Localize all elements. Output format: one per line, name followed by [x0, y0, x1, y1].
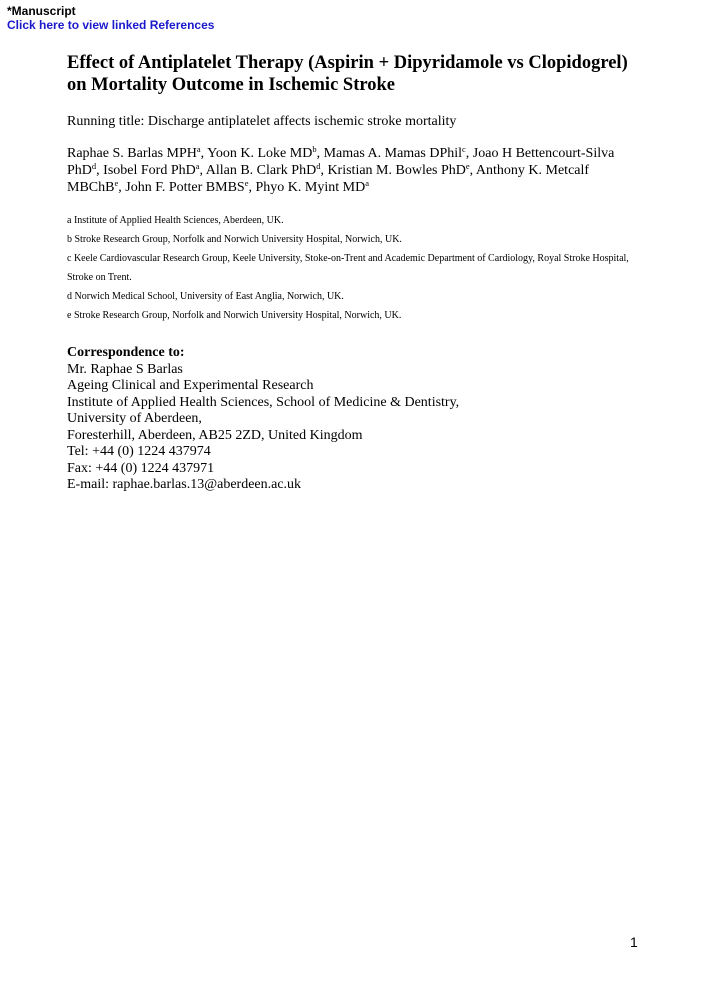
- author-affiliation-mark: b: [312, 144, 317, 154]
- manuscript-header: [7, 4, 214, 32]
- author-list: [67, 146, 647, 196]
- author: [205, 160, 328, 178]
- author-affiliation-mark: e: [465, 160, 470, 171]
- page-number: 1: [630, 934, 638, 950]
- author-name: Phyo K. Myint MD: [255, 179, 366, 195]
- author-affiliation-mark: a: [365, 177, 369, 188]
- affiliation-a: a Institute of Applied Health Sciences, Aberdeen, UK.: [67, 215, 284, 227]
- author-affiliation-mark: c: [462, 144, 466, 154]
- author-affiliation-mark: e: [114, 177, 119, 188]
- author-separator: ,: [469, 162, 476, 178]
- author-separator: ,: [320, 162, 328, 178]
- author-affiliation-mark: d: [91, 160, 97, 171]
- author-name: Allan B. Clark PhD: [205, 162, 317, 178]
- author: [67, 146, 207, 161]
- author: [103, 160, 206, 178]
- author-name: Kristian M. Bowles PhD: [327, 162, 466, 178]
- affiliation-b: b Stroke Research Group, Norfolk and Norwich University Hospital, Norwich, UK.: [67, 234, 402, 246]
- correspondence-heading: Correspondence to:: [67, 345, 185, 361]
- author: [125, 177, 256, 195]
- author-separator: ,: [200, 146, 208, 161]
- author-separator: ,: [465, 146, 473, 161]
- author-separator: ,: [316, 146, 324, 161]
- correspondence-email: E-mail: raphae.barlas.13@aberdeen.ac.uk: [67, 477, 302, 493]
- author-affiliation-mark: a: [196, 144, 201, 154]
- paper-title: Effect of Antiplatelet Therapy (Aspirin + Dipyridamole vs Clopidogrel) on Mortality Outcome in Ischemic Stroke: [67, 53, 628, 95]
- correspondence-name: Mr. Raphae S Barlas: [67, 361, 183, 377]
- author-name: Raphae S. Barlas MPH: [67, 146, 197, 161]
- page-content: [67, 52, 647, 494]
- author: [255, 177, 369, 195]
- affiliation-e: e Stroke Research Group, Norfolk and Norwich University Hospital, Norwich, UK.: [67, 310, 402, 322]
- author-name: Joao H Bettencourt-Silva PhD: [67, 146, 615, 178]
- running-title: Running title: Discharge antiplatelet affects ischemic stroke mortality: [67, 114, 457, 129]
- author-name: Isobel Ford PhD: [103, 162, 196, 178]
- correspondence-tel: Tel: +44 (0) 1224 437974: [67, 444, 211, 460]
- author-separator: ,: [248, 179, 256, 195]
- author-name: Yoon K. Loke MD: [207, 146, 313, 161]
- linked-references-link[interactable]: Click here to view linked References: [7, 18, 215, 32]
- correspondence-block: [67, 345, 647, 494]
- author-name: John F. Potter BMBS: [125, 179, 245, 195]
- affiliation-d: d Norwich Medical School, University of East Anglia, Norwich, UK.: [67, 291, 344, 303]
- author-affiliation-mark: a: [195, 160, 200, 171]
- correspondence-address: Foresterhill, Aberdeen, AB25 2ZD, United Kingdom: [67, 427, 363, 443]
- correspondence-fax: Fax: +44 (0) 1224 437971: [67, 460, 215, 476]
- author-affiliation-mark: d: [316, 160, 321, 171]
- author-separator: ,: [118, 179, 126, 195]
- author-name: Anthony K. Metcalf MBChB: [67, 162, 590, 195]
- author-name: Mamas A. Mamas DPhil: [323, 146, 463, 161]
- manuscript-label: *Manuscript: [7, 4, 76, 18]
- author: [324, 146, 473, 161]
- affiliation-list: [67, 211, 647, 325]
- author-affiliation-mark: e: [244, 177, 249, 188]
- affiliation-c: c Keele Cardiovascular Research Group, Keele University, Stoke-on-Trent and Academic Department of Cardiology, Royal Stroke Hospital, Stroke on Trent.: [67, 253, 629, 284]
- correspondence-university: University of Aberdeen,: [67, 411, 202, 427]
- correspondence-institute: Institute of Applied Health Sciences, School of Medicine & Dentistry,: [67, 394, 460, 410]
- author: [207, 146, 323, 161]
- correspondence-department: Ageing Clinical and Experimental Research: [67, 378, 314, 394]
- author: [327, 160, 476, 178]
- author-separator: ,: [96, 162, 104, 178]
- author-separator: ,: [199, 162, 206, 178]
